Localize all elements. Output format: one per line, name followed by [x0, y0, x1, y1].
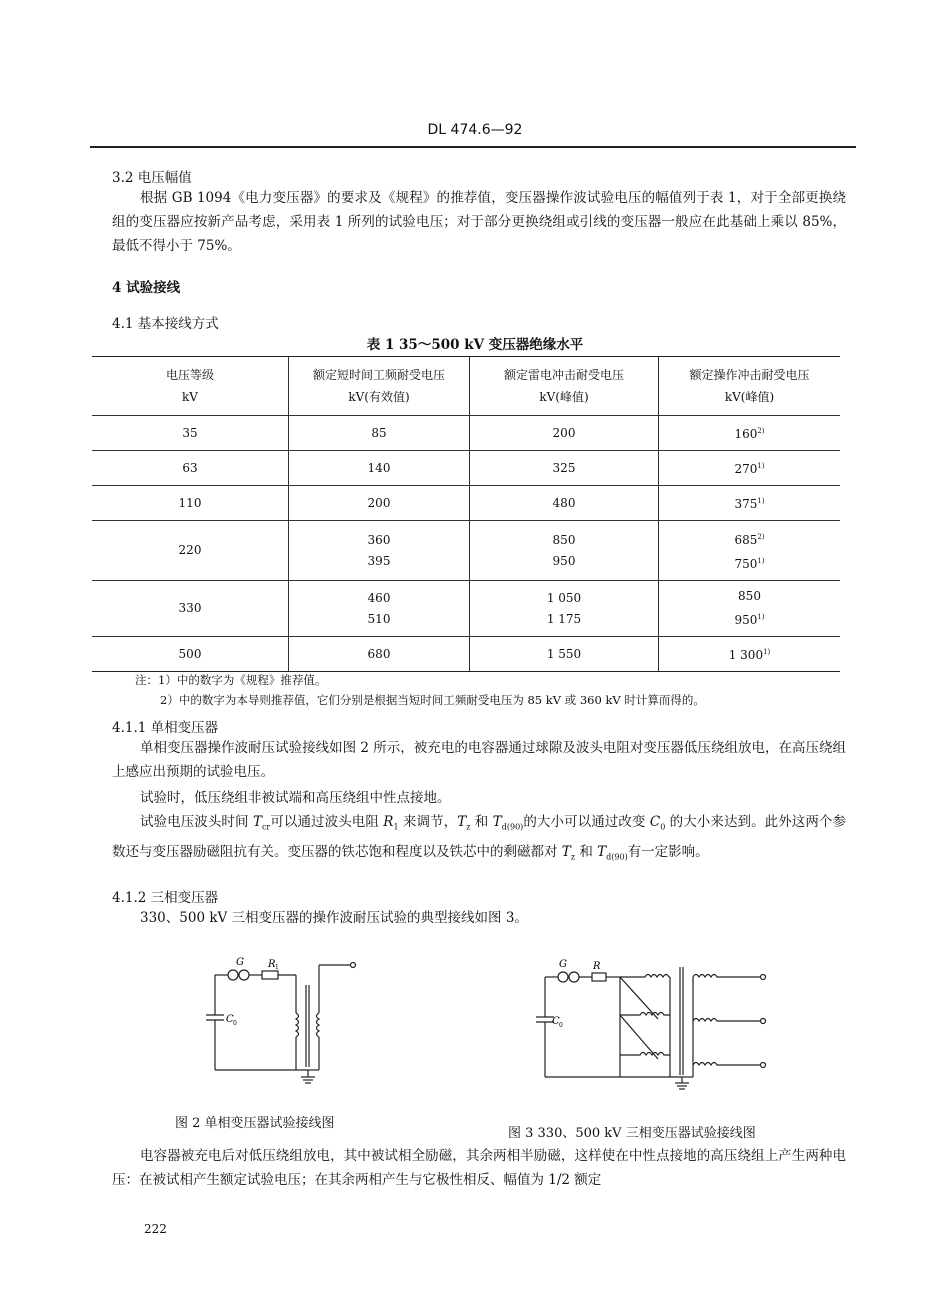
section-4-1-1-paragraph-1: 单相变压器操作波耐压试验接线如图 2 所示，被充电的电容器通过球隙及波头电阻对变压器低压绕组放电，在高压绕组上感应出预期的试验电压。 — [112, 740, 846, 780]
section-4-1-1-paragraph-2: 试验时，低压绕组非被试端和高压绕组中性点接地。 — [140, 790, 451, 806]
section-4-1-1-paragraph-3: 试验电压波头时间 $T_{cr}$可以通过波头电阻 $R_1$ 来调节，$T_z$ 和 $T_{d(90)}$的大小可以通过改变 $C_0$ 的大小来达到。此外这两个参数还与变压器励磁阻抗有关。变压器的铁芯饱和程度以及铁芯中的剩磁都对 $T_z$ 和 $T_{d(90)}$有一定影响。 — [112, 814, 847, 862]
table-row: 35 85 200 160$^{2)}$ — [92, 416, 840, 451]
figure-2-diagram — [200, 955, 370, 1090]
page-number: 222 — [144, 1222, 167, 1236]
section-4-heading: 4 试验接线 — [112, 280, 181, 296]
header-lightning-withstand: 额定雷电冲击耐受电压 kV(峰值) — [470, 357, 659, 416]
header-rule — [90, 146, 856, 148]
table-header-row — [92, 357, 840, 416]
figure-3-label-r: R — [593, 961, 601, 972]
section-4-1-2-paragraph: 330、500 kV 三相变压器的操作波耐压试验的典型接线如图 3。 — [140, 910, 528, 926]
table-note-2: 2）中的数字为本导则推荐值，它们分别是根据当短时间工频耐受电压为 85 kV 或 360 kV 时计算而得的。 — [160, 693, 705, 707]
section-4-1-heading: 4.1 基本接线方式 — [112, 316, 219, 332]
table-row: 330 460 510 1 050 1 175 850 950$^{1)}$ — [92, 581, 840, 637]
table-row: 63 140 325 270$^{1)}$ — [92, 451, 840, 486]
figure-3-diagram — [530, 955, 780, 1095]
table-row: 110 200 480 375$^{1)}$ — [92, 486, 840, 521]
section-4-1-2-heading: 4.1.2 三相变压器 — [112, 890, 219, 906]
section-3-2-paragraph: 根据 GB 1094《电力变压器》的要求及《规程》的推荐值，变压器操作波试验电压的幅值列于表 1，对于全部更换绕组的变压器应按新产品考虑，采用表 1 所列的试验电压；对于部分更换绕组或引线的变压器一般应在此基础上乘以 85%，最低不得小于 75%。 — [112, 190, 846, 254]
figure-2-label-c-sub: 0 — [233, 1020, 237, 1027]
figure-2-label-c: C — [226, 1014, 234, 1025]
header-voltage-level: 电压等级 kV — [92, 357, 289, 416]
figure-3-label-g: G — [559, 959, 567, 970]
table-row: 500 680 1 550 1 300$^{1)}$ — [92, 637, 840, 672]
figure-3-caption: 图 3 330、500 kV 三相变压器试验接线图 — [508, 1126, 756, 1141]
figure-2-label-r-sub: 1 — [275, 964, 279, 971]
section-3-2-heading: 3.2 电压幅值 — [112, 170, 192, 186]
figure-2-caption: 图 2 单相变压器试验接线图 — [175, 1116, 335, 1131]
insulation-level-table — [92, 356, 840, 672]
page-header: DL 474.6—92 — [427, 122, 523, 138]
closing-paragraph: 电容器被充电后对低压绕组放电，其中被试相全励磁，其余两相半励磁，这样使在中性点接地的高压绕组上产生两种电压：在被试相产生额定试验电压；在其余两相产生与它极性相反、幅值为 1/2 额定 — [112, 1148, 846, 1188]
figure-3-label-c: C — [552, 1016, 560, 1027]
figure-3-label-c-sub: 0 — [559, 1022, 563, 1029]
section-4-1-1-heading: 4.1.1 单相变压器 — [112, 720, 219, 736]
table-1-caption: 表 1 35～500 kV 变压器绝缘水平 — [366, 337, 584, 353]
table-row: 220 360 395 850 950 685$^{2)}$ 750$^{1)}$ — [92, 521, 840, 581]
table-note-1: 注：1）中的数字为《规程》推荐值。 — [135, 673, 327, 687]
header-switching-withstand: 额定操作冲击耐受电压 kV(峰值) — [659, 357, 841, 416]
figure-2-label-g: G — [236, 957, 244, 968]
figure-2-label-r: R — [268, 959, 276, 970]
header-ac-withstand: 额定短时间工频耐受电压 kV(有效值) — [289, 357, 470, 416]
